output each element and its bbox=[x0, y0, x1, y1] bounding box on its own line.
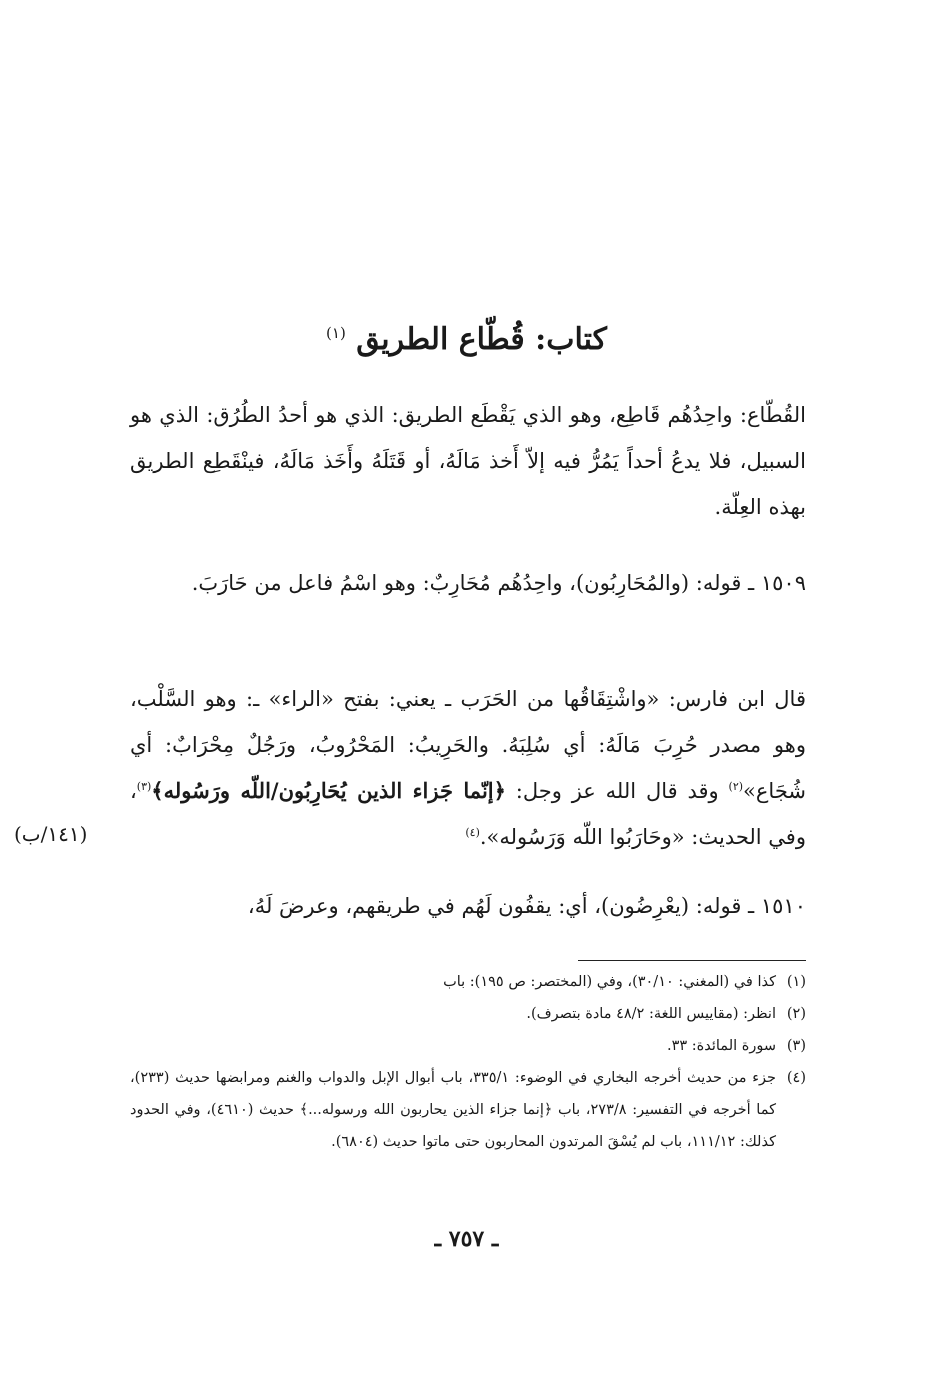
footnote-number: (٤) bbox=[786, 1070, 806, 1086]
chapter-title-text: كتاب: قُطّاع الطريق bbox=[356, 322, 607, 357]
footnote-ref-3: (٣) bbox=[136, 780, 152, 793]
footnote-text: انظر: (مقاييس اللغة: ٤٨/٢ مادة بتصرف). bbox=[526, 1006, 776, 1022]
paragraph-1510: ١٥١٠ ـ قوله: (يعْرِضُون)، أي: يقفُون لَهُم في طريقهم، وعرضَ لَهُ، bbox=[247, 894, 806, 918]
footnote-ref-4: (٤) bbox=[465, 826, 480, 839]
chapter-title-note-ref: (١) bbox=[326, 324, 346, 342]
paragraph-1509: ١٥٠٩ ـ قوله: (والمُحَارِبُون)، واحِدُهُم مُحَارِبٌ: وهو اسْمُ فاعل من حَارَبَ. bbox=[191, 571, 806, 595]
footnote-item bbox=[130, 966, 806, 998]
footnote-text: كذا في (المغني: ٣٠/١٠)، وفي (المختصر: ص ١٩٥): باب bbox=[443, 974, 776, 990]
footnote-separator bbox=[578, 960, 806, 961]
footnote-item bbox=[130, 1062, 806, 1158]
paragraph-ibn-faris-text: قال ابن فارس: «واشْتِقَاقُها من الحَرَب ـ يعني: بفتح «الراء» ـ: وهو السَّلْب، وهو مصدر حُرِبَ مَالَهُ: أي سُلِبَهُ. والحَرِيبُ: المَحْرُوبُ، ورَجُلٌ مِحْرَابٌ: أي شُجَاع» bbox=[130, 687, 806, 803]
footnote-item bbox=[130, 1030, 806, 1062]
footnote-item bbox=[130, 998, 806, 1030]
manuscript-folio-note: (١٤١/ب) bbox=[14, 822, 88, 846]
footnote-ref-2: (٢) bbox=[728, 780, 744, 793]
paragraph-ibn-faris-text-b: وقد قال الله عز وجل: bbox=[505, 779, 729, 803]
page-number: ـ ٧٥٧ ـ bbox=[434, 1226, 499, 1252]
paragraph-ibn-faris bbox=[130, 676, 806, 860]
footnote-number: (٣) bbox=[786, 1038, 806, 1054]
paragraph-qutta: القُطّاع: واحِدُهُم قَاطِع، وهو الذي يَقْطَع الطريق: الذي هو أحدُ الطُرُق: الذي هو السبيل، فلا يدعُ أحداً يَمُرُّ فيه إلاّ أَخذ مَالَهُ، أو قَتَلَهُ وأَخَذ مَالَهُ، فينْقَطِع الطريق بهذه العِلّة. bbox=[130, 403, 806, 519]
footnote-text: جزء من حديث أخرجه البخاري في الوضوء: ٣٣٥/١، باب أبوال الإبل والدواب والغنم ومرابضها حديث (٢٣٣)، كما أخرجه في التفسير: ٢٧٣/٨، باب ﴿إنما جزاء الذين يحاربون الله ورسوله...﴾ حديث (٤٦١٠)، وفي الحدود كذلك: ١١١/١٢، باب لم يُسْقَ المرتدون المحاربون حتى ماتوا حديث (٦٨٠٤). bbox=[130, 1070, 777, 1150]
footnote-number: (١) bbox=[786, 974, 806, 990]
footnote-number: (٢) bbox=[786, 1006, 806, 1022]
paragraph-ibn-faris-text-c: ، وفي الحديث: «وحَارَبُوا اللّه وَرَسُوله». bbox=[130, 779, 806, 849]
footnote-text: سورة المائدة: ٣٣. bbox=[666, 1038, 776, 1054]
chapter-title bbox=[0, 322, 933, 357]
quran-quote: ﴿إنّما جَزاء الذين يُحَارِبُون/اللّه ورَسُوله﴾ bbox=[151, 778, 506, 803]
footnotes bbox=[130, 966, 806, 1158]
